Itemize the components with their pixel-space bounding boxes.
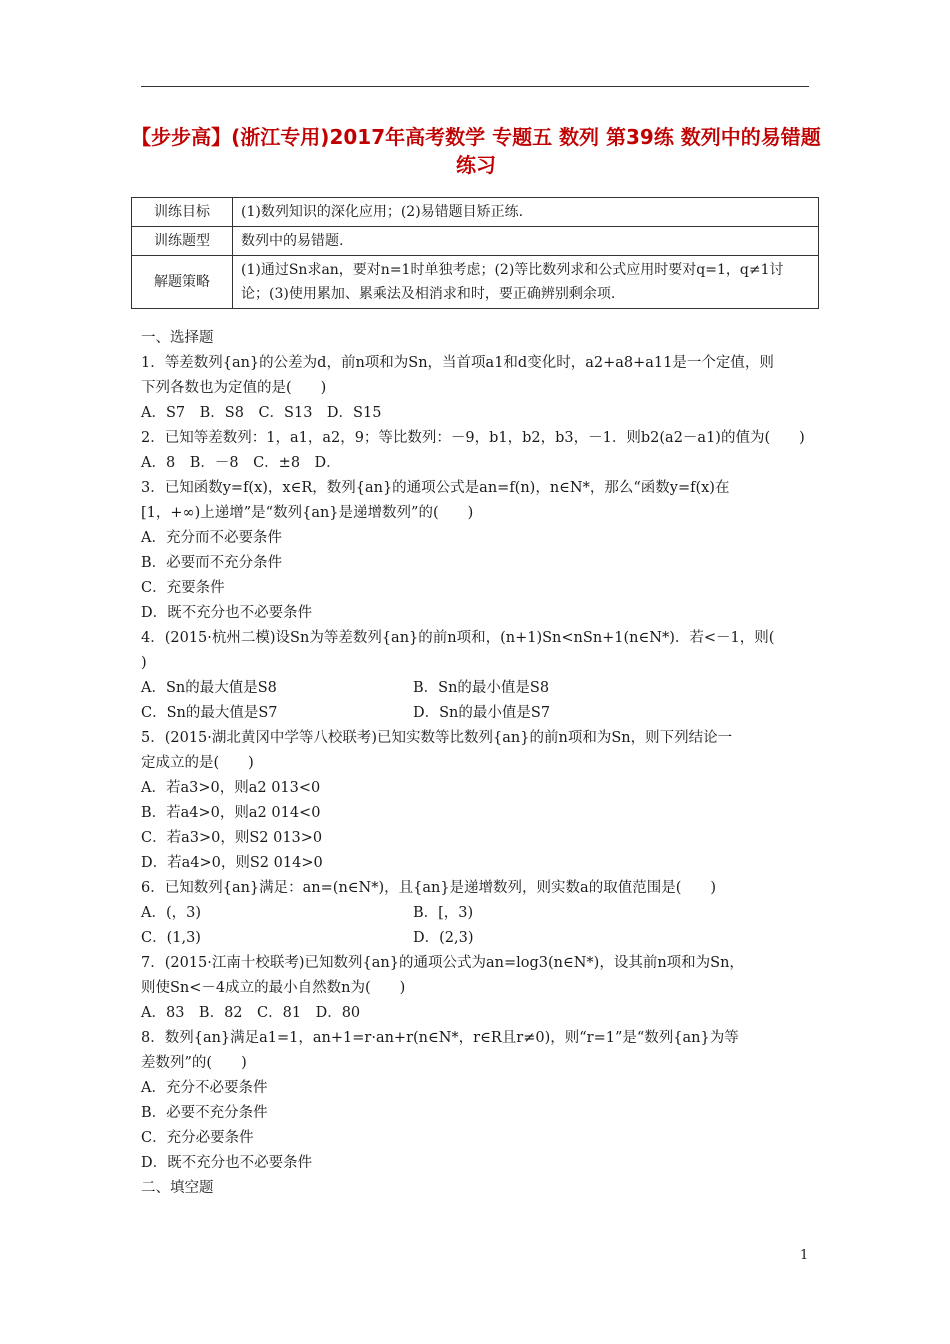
text-line: C．若a3>0，则S2 013>0 xyxy=(141,830,323,846)
option-row xyxy=(141,901,813,926)
text-line: A．83 B．82 C．81 D．80 xyxy=(141,1005,361,1021)
exercise-body xyxy=(141,326,813,1201)
text-line: C．充要条件 xyxy=(141,580,225,596)
text-line: [1，+∞)上递增”是“数列{an}是递增数列”的( ) xyxy=(141,505,474,521)
row-text: (1)通过Sn求an，要对n=1时单独考虑；(2)等比数列求和公式应用时要对q=1，q≠1讨论；(3)使用累加、累乘法及相消求和时，要正确辨别剩余项. xyxy=(233,256,819,309)
doc-title: 【步步高】(浙江专用)2017年高考数学 专题五 数列 第39练 数列中的易错题练习 xyxy=(131,125,821,177)
text-line: D．既不充分也不必要条件 xyxy=(141,1155,313,1171)
option: B．[，3) xyxy=(413,905,474,921)
text-line: A．充分不必要条件 xyxy=(141,1080,268,1096)
text-line: 7．(2015·江南十校联考)已知数列{an}的通项公式为an=log3(n∈N*)，设其前n项和为Sn， xyxy=(141,955,744,971)
text-line: ) xyxy=(141,655,147,671)
row-label: 训练目标 xyxy=(132,198,233,227)
page-number: 1 xyxy=(800,1248,809,1263)
text-line: B．必要不充分条件 xyxy=(141,1105,268,1121)
row-text: 数列中的易错题. xyxy=(233,227,819,256)
option: C．(1,3) xyxy=(141,930,201,946)
option-row xyxy=(141,701,813,726)
table-row xyxy=(132,198,819,227)
text-line: A．8 B．－8 C．±8 D． xyxy=(141,455,341,471)
option-row xyxy=(141,676,813,701)
text-line: A．若a3>0，则a2 013<0 xyxy=(141,780,321,796)
text-line: 8．数列{an}满足a1=1，an+1=r·an+r(n∈N*，r∈R且r≠0)，则“r=1”是“数列{an}为等 xyxy=(141,1030,739,1046)
text-line: B．若a4>0，则a2 014<0 xyxy=(141,805,321,821)
text-line: D．既不充分也不必要条件 xyxy=(141,605,313,621)
option-row xyxy=(141,926,813,951)
text-line: 2．已知等差数列：1，a1，a2，9；等比数列：－9，b1，b2，b3，－1．则b2(a2－a1)的值为( ) xyxy=(141,430,805,446)
section-heading: 二、填空题 xyxy=(141,1180,214,1196)
text-line: 下列各数也为定值的是( ) xyxy=(141,380,327,396)
option: C．Sn的最大值是S7 xyxy=(141,705,278,721)
option: B．Sn的最小值是S8 xyxy=(413,680,550,696)
table-row xyxy=(132,227,819,256)
row-text: (1)数列知识的深化应用；(2)易错题目矫正练. xyxy=(233,198,819,227)
header-rule xyxy=(141,86,809,87)
text-line: A．充分而不必要条件 xyxy=(141,530,282,546)
text-line: 定成立的是( ) xyxy=(141,755,254,771)
option: D．(2,3) xyxy=(413,930,474,946)
row-label: 解题策略 xyxy=(132,256,233,309)
section-heading: 一、选择题 xyxy=(141,330,214,346)
text-line: 4．(2015·杭州二模)设Sn为等差数列{an}的前n项和，(n+1)Sn<nSn+1(n∈N*)．若<－1，则( xyxy=(141,630,775,646)
table-row xyxy=(132,256,819,309)
option: A．Sn的最大值是S8 xyxy=(141,680,277,696)
text-line: B．必要而不充分条件 xyxy=(141,555,283,571)
text-line: D．若a4>0，则S2 014>0 xyxy=(141,855,323,871)
text-line: 3．已知函数y=f(x)，x∈R，数列{an}的通项公式是an=f(n)，n∈N*，那么“函数y=f(x)在 xyxy=(141,480,730,496)
option: D．Sn的最小值是S7 xyxy=(413,705,551,721)
option: A．(，3) xyxy=(141,905,202,921)
text-line: 5．(2015·湖北黄冈中学等八校联考)已知实数等比数列{an}的前n项和为Sn，则下列结论一 xyxy=(141,730,733,746)
text-line: C．充分必要条件 xyxy=(141,1130,254,1146)
row-label: 训练题型 xyxy=(132,227,233,256)
training-table xyxy=(131,197,819,309)
text-line: 差数列”的( ) xyxy=(141,1055,247,1071)
text-line: 1．等差数列{an}的公差为d，前n项和为Sn，当首项a1和d变化时，a2+a8+a11是一个定值，则 xyxy=(141,355,774,371)
text-line: 6．已知数列{an}满足：an=(n∈N*)，且{an}是递增数列，则实数a的取值范围是( ) xyxy=(141,880,717,896)
text-line: 则使Sn<－4成立的最小自然数n为( ) xyxy=(141,980,406,996)
text-line: A．S7 B．S8 C．S13 D．S15 xyxy=(141,405,382,421)
